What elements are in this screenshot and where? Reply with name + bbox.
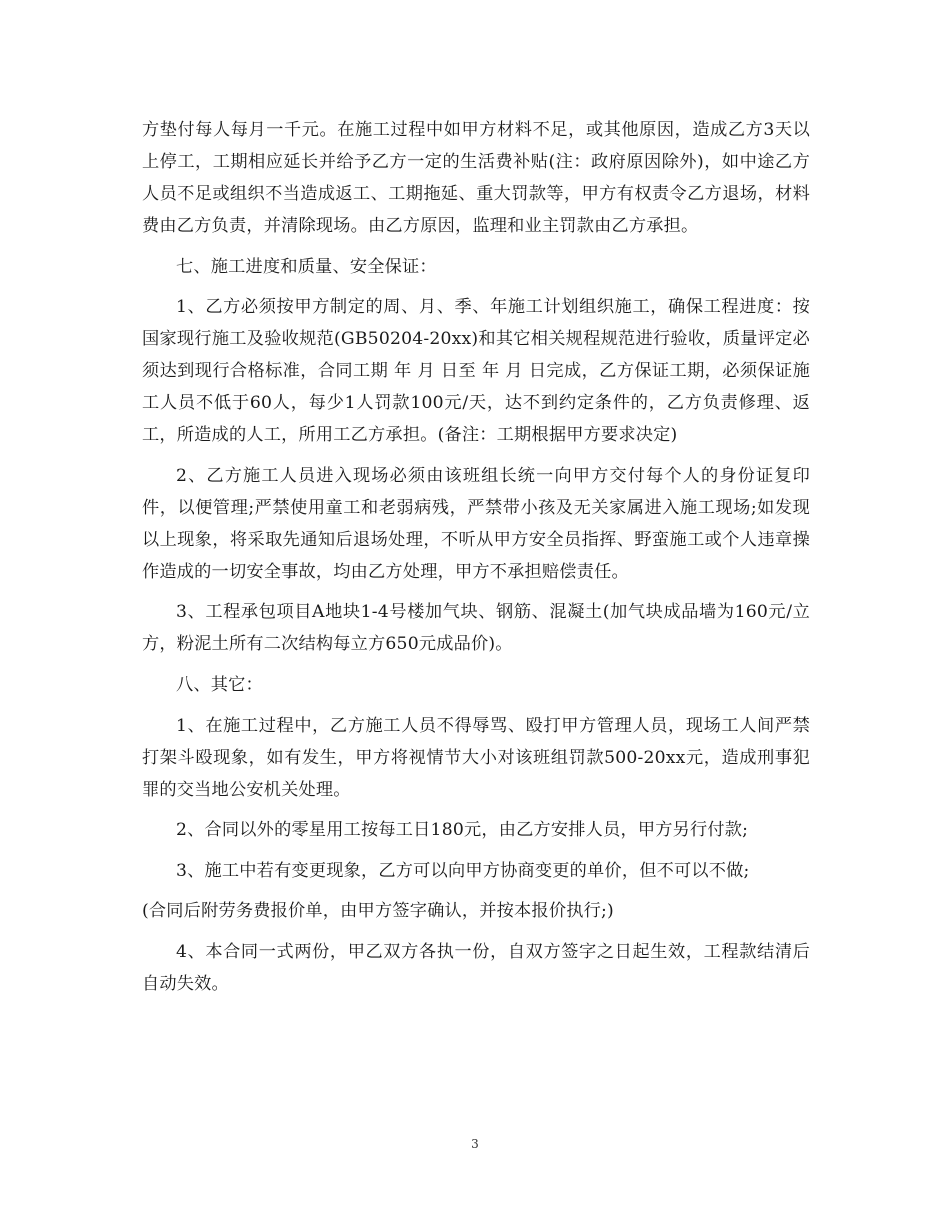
document-body bbox=[142, 114, 810, 1000]
paragraph-8-3-note: (合同后附劳务费报价单，由甲方签字确认，并按本报价执行;) bbox=[142, 901, 614, 922]
paragraph-7-2: 2、乙方施工人员进入现场必须由该班组长统一向甲方交付每个人的身份证复印件，以便管理;严禁使用童工和老弱病残，严禁带小孩及无关家属进入施工现场;如发现以上现象，将采取先通知后退场处理，不听从甲方安全员指挥、野蛮施工或个人违章操作造成的一切安全事故，均由乙方处理，甲方不承担赔偿责任。 bbox=[142, 465, 810, 582]
paragraph-1: 方垫付每人每月一千元。在施工过程中如甲方材料不足，或其他原因，造成乙方3天以上停工，工期相应延长并给予乙方一定的生活费补贴(注：政府原因除外)，如中途乙方人员不足或组织不当造成返工、工期拖延、重大罚款等，甲方有权责令乙方退场，材料费由乙方负责，并清除现场。由乙方原因，监理和业主罚款由乙方承担。 bbox=[142, 120, 810, 236]
paragraph-7-3: 3、工程承包项目A地块1-4号楼加气块、钢筋、混凝土(加气块成品墙为160元/立方，粉泥土所有二次结构每立方650元成品价)。 bbox=[142, 602, 810, 655]
paragraph-8-1: 1、在施工过程中，乙方施工人员不得辱骂、殴打甲方管理人员，现场工人间严禁打架斗殴现象，如有发生，甲方将视情节大小对该班组罚款500-20xx元，造成刑事犯罪的交当地公安机关处理。 bbox=[142, 715, 810, 800]
section-heading-7: 七、施工进度和质量、安全保证： bbox=[176, 256, 437, 277]
section-heading-8: 八、其它： bbox=[176, 674, 263, 695]
paragraph-7-1: 1、乙方必须按甲方制定的周、月、季、年施工计划组织施工，确保工程进度：按国家现行施工及验收规范(GB50204-20xx)和其它相关规程规范进行验收，质量评定必须达到现行合格标准，合同工期 年 月 日至 年 月 日完成，乙方保证工期，必须保证施工人员不低于60人，每少1人罚款100元/天，达不到约定条件的，乙方负责修理、返工，所造成的人工，所用工乙方承担。(备注：工期根据甲方要求决定) bbox=[142, 297, 810, 446]
paragraph-8-3: 3、施工中若有变更现象，乙方可以向甲方协商变更的单价，但不可以不做; bbox=[176, 860, 750, 881]
paragraph-8-4: 4、本合同一式两份，甲乙双方各执一份，自双方签字之日起生效，工程款结清后自动失效。 bbox=[142, 941, 810, 994]
page-number: 3 bbox=[471, 1137, 479, 1151]
paragraph-8-2: 2、合同以外的零星用工按每工日180元，由乙方安排人员，甲方另行付款; bbox=[176, 820, 749, 841]
